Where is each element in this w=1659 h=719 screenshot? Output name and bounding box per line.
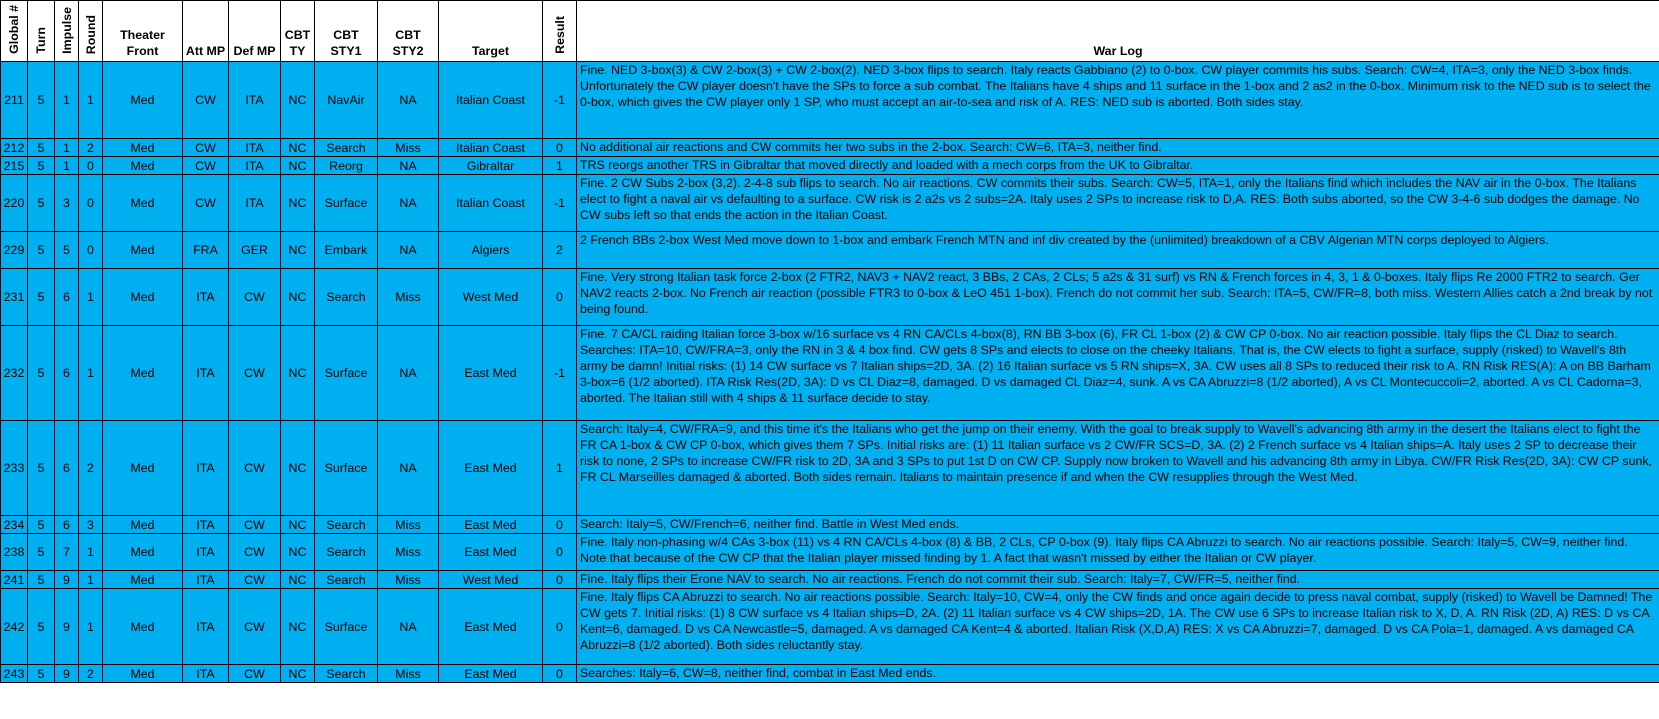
cell-cbt-sty2[interactable]: Miss [378, 269, 439, 326]
cell-theater[interactable]: Med [103, 269, 183, 326]
cell-target[interactable]: East Med [439, 326, 543, 421]
cell-cbt-ty[interactable]: NC [281, 232, 315, 269]
cell-target[interactable]: West Med [439, 269, 543, 326]
cell-cbt-sty2[interactable]: NA [378, 421, 439, 516]
cell-turn[interactable]: 5 [28, 534, 55, 571]
cell-turn[interactable]: 5 [28, 175, 55, 232]
cell-cbt-ty[interactable]: NC [281, 326, 315, 421]
cell-result[interactable]: 0 [543, 534, 577, 571]
col-header-result[interactable]: Result [543, 1, 577, 62]
cell-global[interactable]: 243 [1, 665, 28, 683]
cell-impulse[interactable]: 6 [55, 516, 79, 534]
cell-result[interactable]: 0 [543, 665, 577, 683]
cell-target[interactable]: East Med [439, 589, 543, 665]
cell-att-mp[interactable]: ITA [183, 326, 229, 421]
table-row [1, 571, 1659, 589]
cell-turn[interactable]: 5 [28, 326, 55, 421]
cell-war-log[interactable]: Fine. Very strong Italian task force 2-box (2 FTR2, NAV3 + NAV2 react, 3 BBs, 2 CAs, 2 CLs; 5 a2s & 31 surf) vs RN & French forces in 4, 3, 1 & 0-boxes. Italy flips Re 2000 FTR2 to search. Ger NAV2 reacts 2-box. No French air reaction (possible FTR3 to 0-box & LeO 451 1-box). French do not commit her sub. Search: ITA=5, CW/FR=8, both miss. Western Allies catch a 2nd break by not being found. [577, 269, 1659, 326]
col-header-turn[interactable]: Turn [28, 1, 55, 62]
cell-turn[interactable]: 5 [28, 269, 55, 326]
cell-att-mp[interactable]: CW [183, 175, 229, 232]
cell-def-mp[interactable]: CW [229, 269, 281, 326]
cell-target[interactable]: East Med [439, 516, 543, 534]
header-row [1, 1, 1659, 62]
cell-global[interactable]: 215 [1, 157, 28, 175]
cell-def-mp[interactable]: CW [229, 665, 281, 683]
cell-global[interactable]: 211 [1, 62, 28, 139]
cell-round[interactable]: 1 [79, 589, 103, 665]
cell-target[interactable]: East Med [439, 534, 543, 571]
col-header-war-log[interactable]: War Log [577, 1, 1659, 62]
cell-cbt-sty2[interactable]: Miss [378, 516, 439, 534]
cell-result[interactable]: 0 [543, 516, 577, 534]
cell-round[interactable]: 2 [79, 665, 103, 683]
cell-result[interactable]: 1 [543, 421, 577, 516]
cell-target[interactable]: Italian Coast [439, 62, 543, 139]
cell-turn[interactable]: 5 [28, 139, 55, 157]
cell-theater[interactable]: Med [103, 157, 183, 175]
cell-result[interactable]: 0 [543, 589, 577, 665]
cell-cbt-ty[interactable]: NC [281, 62, 315, 139]
cell-war-log[interactable]: Fine. Italy flips CA Abruzzi to search. No air reactions possible. Search: Italy=10, CW=4, only the CW finds and once again decide to press naval combat, supply (risked) to Wavell be Damned! The CW gets 7. Initial risks: (1) 8 CW surface vs 4 Italian ships=D, 2A. (2) 11 Italian surface vs 4 CW ships=2D, 1A. The CW use 6 SPs to increase Italian risk to X, D, A. RN Risk (2D, A) RES: D vs CA Kent=6, damaged. D vs CA Newcastle=5, damaged. A vs damaged CA Kent=4 & aborted. Italian Risk (X,D,A) RES: X vs CA Abruzzi=7, damaged. D vs CA Pola=1, damaged. A vs damaged CA Abruzzi=8 (1/2 aborted). Both sides reluctantly stay. [577, 589, 1659, 665]
col-header-cbt-sty1[interactable]: CBT STY1 [315, 1, 378, 62]
cell-cbt-ty[interactable]: NC [281, 269, 315, 326]
cell-theater[interactable]: Med [103, 516, 183, 534]
cell-cbt-sty2[interactable]: Miss [378, 534, 439, 571]
cell-target[interactable]: Italian Coast [439, 175, 543, 232]
cell-cbt-ty[interactable]: NC [281, 175, 315, 232]
table-row [1, 589, 1659, 665]
cell-result[interactable]: 0 [543, 269, 577, 326]
cell-cbt-sty2[interactable]: NA [378, 157, 439, 175]
cell-cbt-sty1[interactable]: Search [315, 269, 378, 326]
col-header-round[interactable]: Round [79, 1, 103, 62]
cell-theater[interactable]: Med [103, 571, 183, 589]
cell-round[interactable]: 1 [79, 571, 103, 589]
cell-round[interactable]: 3 [79, 516, 103, 534]
cell-def-mp[interactable]: ITA [229, 139, 281, 157]
cell-cbt-sty1[interactable]: Search [315, 665, 378, 683]
cell-theater[interactable]: Med [103, 534, 183, 571]
cell-att-mp[interactable]: ITA [183, 516, 229, 534]
table-row [1, 421, 1659, 516]
cell-theater[interactable]: Med [103, 326, 183, 421]
cell-cbt-sty1[interactable]: Search [315, 534, 378, 571]
cell-impulse[interactable]: 6 [55, 269, 79, 326]
cell-round[interactable]: 1 [79, 62, 103, 139]
col-header-cbt-ty[interactable]: CBT TY [281, 1, 315, 62]
cell-global[interactable]: 229 [1, 232, 28, 269]
cell-cbt-sty2[interactable]: Miss [378, 139, 439, 157]
cell-global[interactable]: 234 [1, 516, 28, 534]
cell-cbt-sty2[interactable]: NA [378, 62, 439, 139]
cell-round[interactable]: 0 [79, 157, 103, 175]
cell-impulse[interactable]: 1 [55, 62, 79, 139]
cell-turn[interactable]: 5 [28, 516, 55, 534]
cell-def-mp[interactable]: ITA [229, 157, 281, 175]
cell-att-mp[interactable]: ITA [183, 269, 229, 326]
cell-def-mp[interactable]: CW [229, 571, 281, 589]
cell-impulse[interactable]: 6 [55, 326, 79, 421]
cell-cbt-sty1[interactable]: Embark [315, 232, 378, 269]
cell-global[interactable]: 232 [1, 326, 28, 421]
cell-def-mp[interactable]: CW [229, 534, 281, 571]
table-row [1, 269, 1659, 326]
cell-impulse[interactable]: 5 [55, 232, 79, 269]
cell-round[interactable]: 1 [79, 534, 103, 571]
cell-target[interactable]: Gibraltar [439, 157, 543, 175]
col-header-cbt-sty2[interactable]: CBT STY2 [378, 1, 439, 62]
cell-theater[interactable]: Med [103, 589, 183, 665]
cell-war-log[interactable]: Fine. 7 CA/CL raiding Italian force 3-box w/16 surface vs 4 RN CA/CLs 4-box(8), RN BB 3-box (6), FR CL 1-box (2) & CW CP 0-box. No air reaction possible. Italy flips the CL Diaz to search. Searches: ITA=10, CW/FRA=3, only the RN in 3 & 4 box find. CW gets 8 SPs and elects to close on the cheeky Italians. That is, the CW elects to fight a surface, supply (risked) to Wavell's 8th army be damn! Initial risks: (1) 14 CW surface vs 7 Italian ships=2D, 3A. (2) 16 Italian surface vs 5 RN ships=X, 3A. CW uses all 8 SPs to reduced their risk to A. RN Risk RES(A): A on BB Barham 3-box=6 (1/2 aborted). ITA Risk Res(2D, 3A): D vs CL Diaz=8, damaged. D vs damaged CL Diaz=4, sunk. A vs CA Abruzzi=8 (1/2 aborted), A vs CL Montecuccoli=2, aborted. A vs CL Cadorna=3, aborted. The Italian still with 4 ships & 11 surface decide to stay. [577, 326, 1659, 421]
cell-global[interactable]: 233 [1, 421, 28, 516]
cell-cbt-ty[interactable]: NC [281, 589, 315, 665]
cell-turn[interactable]: 5 [28, 571, 55, 589]
cell-global[interactable]: 238 [1, 534, 28, 571]
table-row [1, 665, 1659, 683]
cell-round[interactable]: 2 [79, 421, 103, 516]
cell-def-mp[interactable]: ITA [229, 62, 281, 139]
cell-cbt-sty1[interactable]: Search [315, 516, 378, 534]
cell-impulse[interactable]: 9 [55, 665, 79, 683]
cell-result[interactable]: -1 [543, 62, 577, 139]
cell-cbt-ty[interactable]: NC [281, 421, 315, 516]
cell-target[interactable]: Italian Coast [439, 139, 543, 157]
col-header-global[interactable]: Global # [1, 1, 28, 62]
cell-att-mp[interactable]: ITA [183, 421, 229, 516]
cell-round[interactable]: 0 [79, 175, 103, 232]
cell-turn[interactable]: 5 [28, 589, 55, 665]
cell-global[interactable]: 241 [1, 571, 28, 589]
cell-impulse[interactable]: 1 [55, 157, 79, 175]
table-row [1, 157, 1659, 175]
cell-theater[interactable]: Med [103, 175, 183, 232]
cell-target[interactable]: East Med [439, 421, 543, 516]
cell-round[interactable]: 1 [79, 269, 103, 326]
table-row [1, 175, 1659, 232]
cell-cbt-sty1[interactable]: Surface [315, 421, 378, 516]
table-row [1, 326, 1659, 421]
table-row [1, 534, 1659, 571]
cell-cbt-ty[interactable]: NC [281, 139, 315, 157]
cell-target[interactable]: East Med [439, 665, 543, 683]
cell-cbt-sty2[interactable]: Miss [378, 665, 439, 683]
cell-def-mp[interactable]: GER [229, 232, 281, 269]
cell-round[interactable]: 2 [79, 139, 103, 157]
col-header-impulse[interactable]: Impulse [55, 1, 79, 62]
cell-def-mp[interactable]: CW [229, 589, 281, 665]
cell-cbt-sty1[interactable]: Surface [315, 589, 378, 665]
col-header-target[interactable]: Target [439, 1, 543, 62]
cell-result[interactable]: 1 [543, 157, 577, 175]
cell-impulse[interactable]: 9 [55, 589, 79, 665]
cell-cbt-sty1[interactable]: Surface [315, 175, 378, 232]
cell-war-log[interactable]: 2 French BBs 2-box West Med move down to 1-box and embark French MTN and inf div created by the (unlimited) breakdown of a CBV Algerian MTN corps deployed to Algiers. [577, 232, 1659, 269]
cell-turn[interactable]: 5 [28, 232, 55, 269]
cell-impulse[interactable]: 6 [55, 421, 79, 516]
cell-war-log[interactable]: Search: Italy=4, CW/FRA=9, and this time it's the Italians who get the jump on their enemy. With the goal to break supply to Wavell's advancing 8th army in the desert the Italians elect to fight the FR CA 1-box & CW CP 0-box, which gives them 7 SPs. Initial risks are: (1) 11 Italian surface vs 2 CW/FR SCS=D, 3A. (2) 2 French surface vs 4 Italian ships=A. Italy uses 2 SP to decrease their risk to none, 2 SPs to increase CW/FR risk to 2D, 3A and 3 SPs to put 1st D on CW CP. Supply now broken to Wavell and his advancing 8th army in Libya. CW/FR Risk Res(2D, 3A): CW CP sunk, FR CL Marseilles damaged & aborted. Both sides remain. Italians to maintain presence if and when the CW resupplies through the West Med. [577, 421, 1659, 516]
cell-theater[interactable]: Med [103, 139, 183, 157]
cell-cbt-sty1[interactable]: Search [315, 139, 378, 157]
cell-att-mp[interactable]: ITA [183, 589, 229, 665]
cell-cbt-ty[interactable]: NC [281, 665, 315, 683]
cell-round[interactable]: 1 [79, 326, 103, 421]
cell-att-mp[interactable]: FRA [183, 232, 229, 269]
cell-cbt-ty[interactable]: NC [281, 516, 315, 534]
cell-cbt-ty[interactable]: NC [281, 571, 315, 589]
cell-war-log[interactable]: Search: Italy=5, CW/French=6, neither find. Battle in West Med ends. [577, 516, 1659, 534]
cell-cbt-sty2[interactable]: NA [378, 232, 439, 269]
cell-cbt-sty2[interactable]: NA [378, 175, 439, 232]
cell-target[interactable]: Algiers [439, 232, 543, 269]
cell-war-log[interactable]: Fine. Italy flips their Erone NAV to search. No air reactions. French do not commit their sub. Search: Italy=7, CW/FR=5, neither find. [577, 571, 1659, 589]
cell-war-log[interactable]: Searches: Italy=6, CW=8, neither find, combat in East Med ends. [577, 665, 1659, 683]
cell-global[interactable]: 220 [1, 175, 28, 232]
cell-cbt-sty2[interactable]: NA [378, 589, 439, 665]
cell-turn[interactable]: 5 [28, 421, 55, 516]
cell-impulse[interactable]: 3 [55, 175, 79, 232]
cell-cbt-sty1[interactable]: NavAir [315, 62, 378, 139]
cell-def-mp[interactable]: ITA [229, 175, 281, 232]
cell-war-log[interactable]: Fine. NED 3-box(3) & CW 2-box(3) + CW 2-box(2). NED 3-box flips to search. Italy reacts Gabbiano (2) to 0-box. CW player commits his subs. Search: CW=4, ITA=3, only the NED 3-box finds. Unfortunately the CW player doesn't have the SPs to force a sub combat. The Italians have 4 ships and 11 surface in the 1-box and 2 as2 in the 0-box. Minimum risk to the NED sub is to select the 0-box, which gives the CW player only 1 SP, who must accept an air-to-sea and risk of A. RES: NED sub is aborted. Both sides stay. [577, 62, 1659, 139]
cell-round[interactable]: 0 [79, 232, 103, 269]
cell-att-mp[interactable]: CW [183, 157, 229, 175]
cell-theater[interactable]: Med [103, 62, 183, 139]
cell-result[interactable]: -1 [543, 326, 577, 421]
col-header-def-mp[interactable]: Def MP [229, 1, 281, 62]
cell-cbt-ty[interactable]: NC [281, 534, 315, 571]
table-row [1, 232, 1659, 269]
table-row [1, 139, 1659, 157]
cell-cbt-sty1[interactable]: Surface [315, 326, 378, 421]
cell-theater[interactable]: Med [103, 232, 183, 269]
cell-global[interactable]: 242 [1, 589, 28, 665]
table-row [1, 62, 1659, 139]
table-body [1, 62, 1659, 683]
cell-war-log[interactable]: TRS reorgs another TRS in Gibraltar that moved directly and loaded with a mech corps from the UK to Gibraltar. [577, 157, 1659, 175]
cell-result[interactable]: 0 [543, 571, 577, 589]
cell-turn[interactable]: 5 [28, 62, 55, 139]
cell-att-mp[interactable]: ITA [183, 571, 229, 589]
cell-cbt-sty2[interactable]: Miss [378, 571, 439, 589]
cell-cbt-sty1[interactable]: Search [315, 571, 378, 589]
cell-att-mp[interactable]: CW [183, 62, 229, 139]
cell-cbt-ty[interactable]: NC [281, 157, 315, 175]
cell-result[interactable]: 2 [543, 232, 577, 269]
cell-global[interactable]: 231 [1, 269, 28, 326]
cell-cbt-sty1[interactable]: Reorg [315, 157, 378, 175]
cell-impulse[interactable]: 7 [55, 534, 79, 571]
col-header-theater[interactable]: Theater Front [103, 1, 183, 62]
cell-turn[interactable]: 5 [28, 665, 55, 683]
col-header-att-mp[interactable]: Att MP [183, 1, 229, 62]
cell-att-mp[interactable]: ITA [183, 534, 229, 571]
cell-cbt-sty2[interactable]: NA [378, 326, 439, 421]
cell-result[interactable]: -1 [543, 175, 577, 232]
cell-result[interactable]: 0 [543, 139, 577, 157]
cell-att-mp[interactable]: ITA [183, 665, 229, 683]
cell-att-mp[interactable]: CW [183, 139, 229, 157]
cell-global[interactable]: 212 [1, 139, 28, 157]
cell-theater[interactable]: Med [103, 421, 183, 516]
cell-def-mp[interactable]: CW [229, 421, 281, 516]
cell-target[interactable]: West Med [439, 571, 543, 589]
cell-war-log[interactable]: No additional air reactions and CW commits her two subs in the 2-box. Search: CW=6, ITA=3, neither find. [577, 139, 1659, 157]
cell-theater[interactable]: Med [103, 665, 183, 683]
cell-war-log[interactable]: Fine. 2 CW Subs 2-box (3,2). 2-4-8 sub flips to search. No air reactions. CW commits their subs. Search: CW=5, ITA=1, only the Italians find which includes the NAV air in the 0-box. The Italians elect to fight a naval air vs defaulting to a surface. CW risk is 2 a2s vs 2 subs=2A. Italy uses 2 SPs to increase risk to D,A. RES: Both subs aborted, so the CW 3-4-6 sub dodges the damage. No CW subs left so that ends the action in the Italian Coast. [577, 175, 1659, 232]
cell-def-mp[interactable]: CW [229, 516, 281, 534]
cell-impulse[interactable]: 1 [55, 139, 79, 157]
cell-turn[interactable]: 5 [28, 157, 55, 175]
cell-def-mp[interactable]: CW [229, 326, 281, 421]
cell-impulse[interactable]: 9 [55, 571, 79, 589]
table-row [1, 516, 1659, 534]
cell-war-log[interactable]: Fine. Italy non-phasing w/4 CAs 3-box (11) vs 4 RN CA/CLs 4-box (8) & BB, 2 CLs, CP 0-box (9). Italy flips CA Abruzzi to search. No air reactions possible. Search: Italy=5, CW=9, neither find. Note that because of the CW CP that the Italian player missed finding by 1. A fact that wasn't missed by either the Italian or CW player. [577, 534, 1659, 571]
